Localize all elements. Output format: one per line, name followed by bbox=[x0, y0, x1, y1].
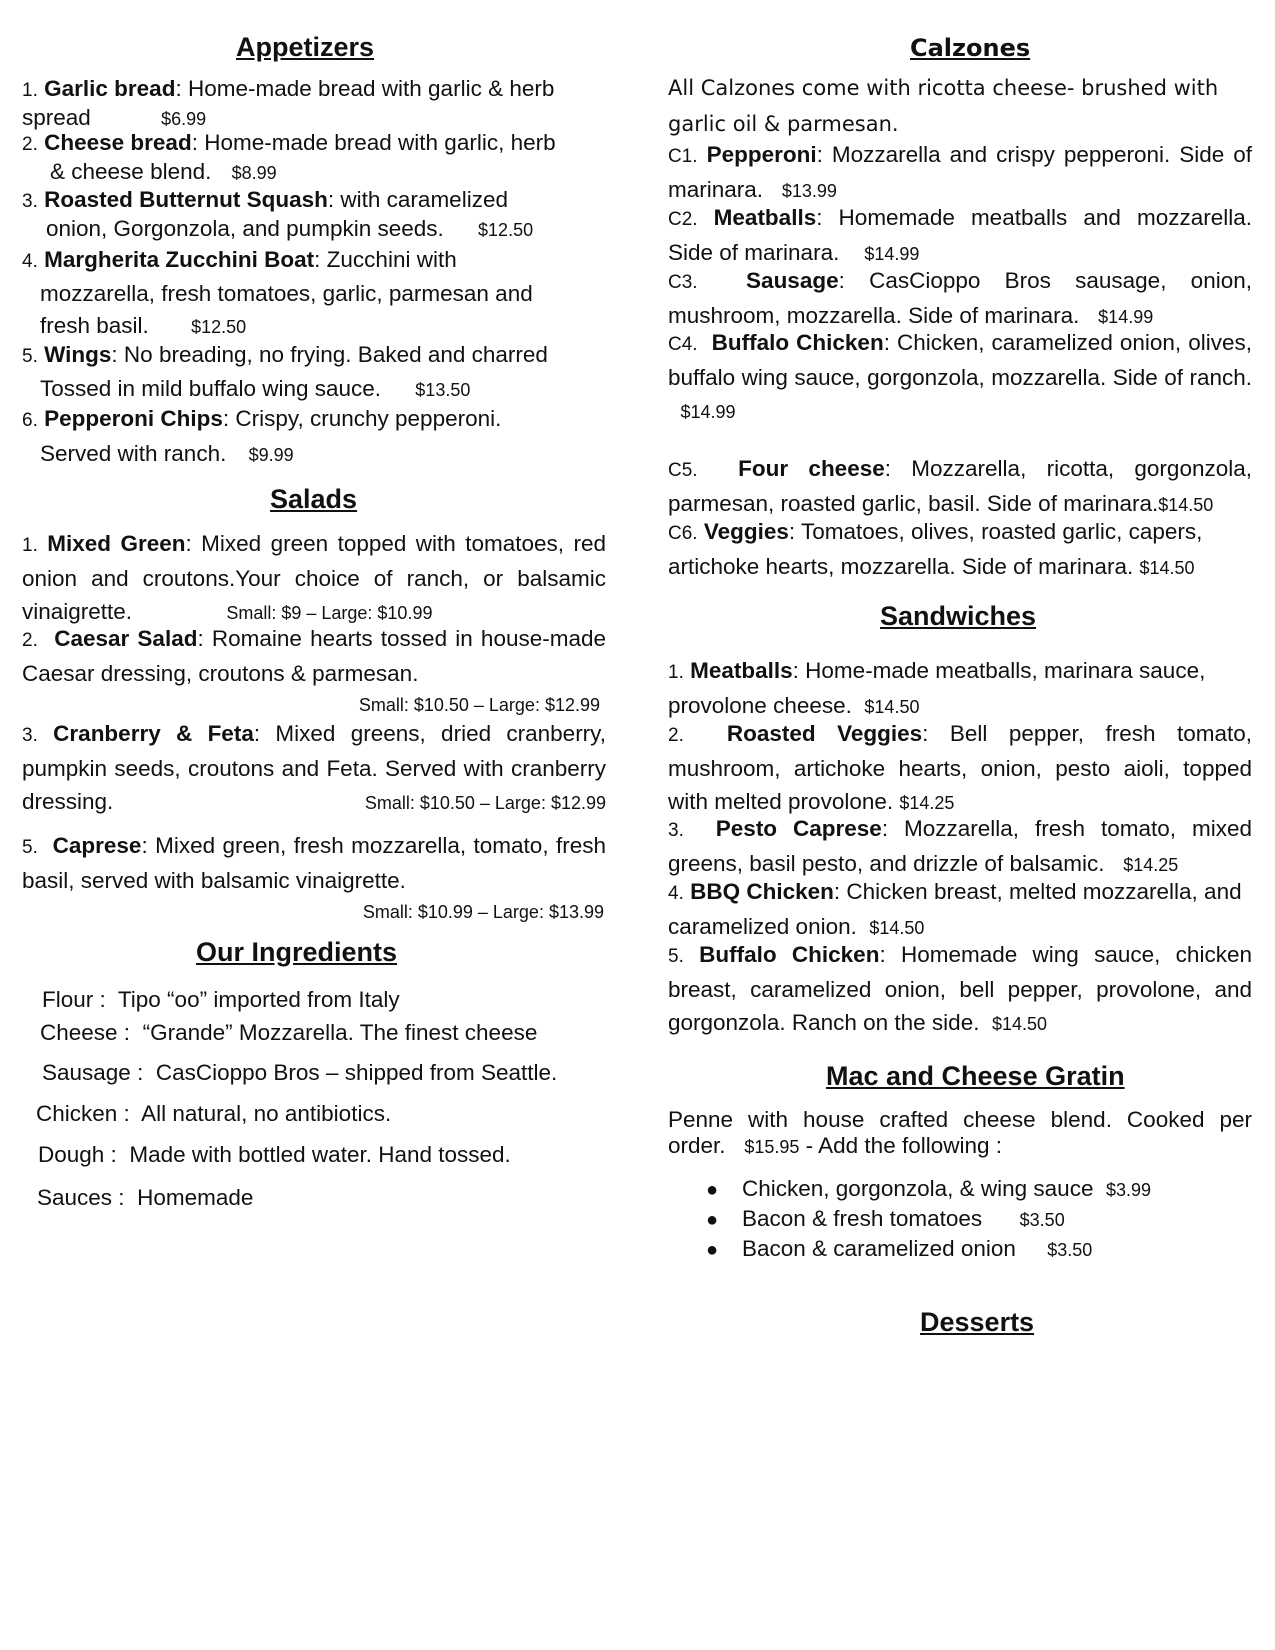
appetizer-item: 3. Roasted Butternut Squash: with caramelized onion, Gorgonzola, and pumpkin seeds. $12.50 bbox=[22, 187, 534, 241]
sandwich-item: 4. BBQ Chicken: Chicken breast, melted mozzarella, and caramelized onion. $14.50 bbox=[668, 879, 1242, 939]
ingredient-cheese: Cheese : “Grande” Mozzarella. The finest cheese bbox=[40, 1020, 538, 1045]
salad-item: 5. Caprese: Mixed green, fresh mozzarella, tomato, fresh basil, served with balsamic vinaigrette. Small: $10.99 – Large: $13.99 bbox=[22, 833, 606, 922]
mac-addon-item: ● Bacon & caramelized onion $3.50 bbox=[706, 1234, 1151, 1264]
calzone-item: C6. Veggies: Tomatoes, olives, roasted garlic, capers, artichoke hearts, mozzarella. Side of marinara. $14.50 bbox=[668, 519, 1203, 579]
desserts-heading: Desserts bbox=[920, 1307, 1035, 1337]
calzone-item: C1. Pepperoni: Mozzarella and crispy pepperoni. Side of marinara. $13.99 bbox=[668, 142, 1252, 202]
appetizer-item: 1. Garlic bread: Home-made bread with garlic & herb spread $6.99 bbox=[22, 76, 555, 130]
ingredient-dough: Dough : Made with bottled water. Hand tossed. bbox=[38, 1142, 511, 1167]
mac-addon-item: ● Chicken, gorgonzola, & wing sauce $3.99 bbox=[706, 1174, 1151, 1204]
sandwich-item: 3. Pesto Caprese: Mozzarella, fresh tomato, mixed greens, basil pesto, and drizzle of balsamic. $14.25 bbox=[668, 816, 1252, 876]
calzone-item: C4. Buffalo Chicken: Chicken, caramelized onion, olives, buffalo wing sauce, gorgonzola, mozzarella. Side of ranch. $14.99 bbox=[668, 330, 1252, 422]
bullet-icon: ● bbox=[706, 1209, 719, 1231]
salads-heading: Salads bbox=[270, 484, 358, 514]
ingredient-sausage: Sausage : CasCioppo Bros – shipped from Seattle. bbox=[42, 1060, 558, 1085]
mac-addons-list bbox=[706, 1174, 1151, 1264]
sandwich-item: 5. Buffalo Chicken: Homemade wing sauce, chicken breast, caramelized onion, bell pepper, provolone, and gorgonzola. Ranch on the side. $14.50 bbox=[668, 942, 1252, 1035]
sandwiches-heading: Sandwiches bbox=[880, 601, 1037, 631]
ingredient-sauces: Sauces : Homemade bbox=[37, 1185, 254, 1210]
mac-addon-item: ● Bacon & fresh tomatoes $3.50 bbox=[706, 1204, 1151, 1234]
ingredients-heading: Our Ingredients bbox=[196, 937, 398, 967]
calzone-item: C5. Four cheese: Mozzarella, ricotta, gorgonzola, parmesan, roasted garlic, basil. Side of marinara.$14.50 bbox=[668, 456, 1252, 516]
mac-description: Penne with house crafted cheese blend. Cooked per order. $15.95 - Add the following : bbox=[668, 1107, 1252, 1158]
sandwich-item: 2. Roasted Veggies: Bell pepper, fresh tomato, mushroom, artichoke hearts, onion, pesto aioli, topped with melted provolone. $14.25 bbox=[668, 721, 1252, 814]
salad-item: 2. Caesar Salad: Romaine hearts tossed in house-made Caesar dressing, croutons & parmesan. Small: $10.50 – Large: $12.99 bbox=[22, 626, 607, 715]
appetizers-heading: Appetizers bbox=[236, 32, 375, 62]
calzone-item: C3. Sausage: CasCioppo Bros sausage, onion, mushroom, mozzarella. Side of marinara. $14.99 bbox=[668, 268, 1252, 328]
ingredient-chicken: Chicken : All natural, no antibiotics. bbox=[36, 1101, 392, 1126]
ingredient-flour: Flour : Tipo “oo” imported from Italy bbox=[42, 987, 400, 1012]
mac-heading: Mac and Cheese Gratin bbox=[826, 1061, 1125, 1091]
appetizer-item: 2. Cheese bread: Home-made bread with garlic, herb & cheese blend. $8.99 bbox=[22, 130, 556, 184]
salad-item: 3. Cranberry & Feta: Mixed greens, dried cranberry, pumpkin seeds, croutons and Feta. Served with cranberry dressing. Small: $10.50 – Large: $12.99 bbox=[22, 721, 607, 814]
calzones-heading: Calzones bbox=[910, 34, 1031, 62]
sandwich-item: 1. Meatballs: Home-made meatballs, marinara sauce, provolone cheese. $14.50 bbox=[668, 658, 1206, 718]
appetizer-item: 6. Pepperoni Chips: Crispy, crunchy pepperoni. Served with ranch. $9.99 bbox=[22, 406, 502, 466]
appetizer-item: 4. Margherita Zucchini Boat: Zucchini with mozzarella, fresh tomatoes, garlic, parmesan and fresh basil. $12.50 bbox=[22, 247, 533, 338]
appetizer-item: 5. Wings: No breading, no frying. Baked and charred Tossed in mild buffalo wing sauce. $13.50 bbox=[22, 342, 548, 401]
bullet-icon: ● bbox=[706, 1179, 719, 1201]
calzones-intro: All Calzones come with ricotta cheese- brushed with garlic oil & parmesan. bbox=[668, 76, 1219, 136]
bullet-icon: ● bbox=[706, 1239, 719, 1261]
salad-item: 1. Mixed Green: Mixed green topped with tomatoes, red onion and croutons.Your choice of ranch, or balsamic vinaigrette. Small: $9 – Large: $10.99 bbox=[22, 531, 606, 624]
calzone-item: C2. Meatballs: Homemade meatballs and mozzarella. Side of marinara. $14.99 bbox=[668, 205, 1252, 265]
